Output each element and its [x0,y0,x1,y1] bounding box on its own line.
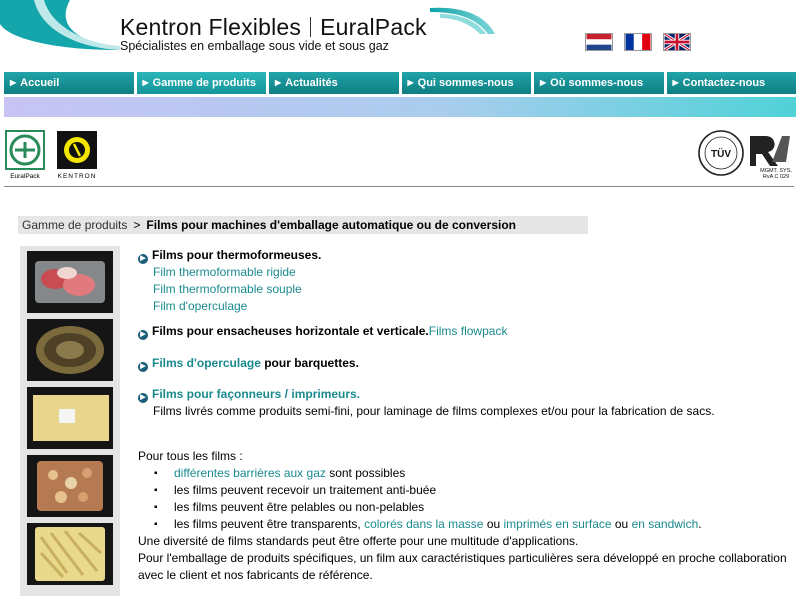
link-imprimes-surface[interactable]: imprimés en surface [503,517,612,531]
list-item: ▪ les films peuvent recevoir un traitement anti-buée [138,482,798,499]
bullet-arrow-icon: ▶ [138,254,148,264]
brand-tagline: Spécialistes en emballage sous vide et sous gaz [120,39,389,53]
section-ensacheuses-title: ▶ Films pour ensacheuses horizontale et verticale.Films flowpack [138,323,798,340]
euralpack-logo [5,130,45,180]
breadcrumb-parent-link[interactable]: Gamme de produits [22,218,128,232]
play-arrow-icon: ▶ [275,78,282,87]
link-film-operculage[interactable]: Film d'operculage [153,299,248,313]
breadcrumb [18,216,588,234]
all-films-diversity-text: Une diversité de films standards peut être offerte pour une multitude d'applications. [138,534,579,548]
product-photo-cheese [27,387,113,449]
link-en-sandwich[interactable]: en sandwich [631,517,699,531]
svg-text:EuralPack: EuralPack [10,173,40,180]
section-operculage-title: ▶ Films d'operculage pour barquettes. [138,355,798,372]
play-arrow-icon: ▶ [10,78,17,87]
all-films-specific-text: Pour l'emballage de produits spécifiques, un film aux caractéristiques particulières sera développé en proche collaboration avec le client et nos fabricants de référence. [138,551,787,582]
kentron-logo [56,130,98,180]
breadcrumb-current: Films pour machines d'emballage automatique ou de conversion [146,218,517,232]
play-arrow-icon: ▶ [540,78,547,87]
list-item: ▪ différentes barrières aux gaz sont possibles [138,465,798,482]
bullet-arrow-icon: ▶ [138,393,148,403]
link-films-flowpack[interactable]: Films flowpack [428,324,508,338]
tuv-certification-logo [697,128,745,178]
bullet-arrow-icon: ▶ [138,330,148,340]
brand-title: Kentron Flexibles EuralPack [120,14,427,40]
all-films-list [138,465,798,533]
gradient-subbar [4,97,796,117]
play-arrow-icon: ▶ [142,78,149,87]
all-films-intro: Pour tous les films : [138,449,243,463]
product-photo-sausage-tray [27,319,113,381]
product-thumbnail-column [20,246,120,596]
svg-text:TÜV: TÜV [711,149,731,160]
product-photo-thermoformed-meat [27,251,113,313]
link-film-thermoformable-rigide[interactable]: Film thermoformable rigide [153,265,296,279]
nav-contactez-nous[interactable]: ▶ Contactez-nous [667,72,797,94]
nav-ou-sommes-nous[interactable]: ▶ Où sommes-nous [534,72,664,94]
link-film-thermoformable-souple[interactable]: Film thermoformable souple [153,282,302,296]
header-divider [4,186,794,187]
language-flags [585,33,691,51]
section-faconneurs-title [138,386,798,403]
nav-qui-sommes-nous[interactable]: ▶ Qui sommes-nous [402,72,532,94]
list-item: ▪ les films peuvent être transparents, colorés dans la masse ou imprimés en surface ou en sandwich. [138,516,798,533]
section-thermoformeuses-title: ▶ Films pour thermoformeuses. [138,247,798,264]
svg-text:KENTRON: KENTRON [57,173,97,180]
site-header [0,0,800,68]
flag-france-icon[interactable] [624,33,652,51]
svg-text:RvA C 029: RvA C 029 [762,174,790,178]
nav-actualites[interactable]: ▶ Actualités [269,72,399,94]
link-films-operculage[interactable]: Films d'operculage [152,356,261,370]
flag-uk-icon[interactable] [663,33,691,51]
flag-netherlands-icon[interactable] [585,33,613,51]
link-films-faconneurs[interactable]: Films pour façonneurs / imprimeurs. [152,387,361,401]
main-nav [4,72,796,94]
link-barrieres-gaz[interactable]: différentes barrières aux gaz [174,466,326,480]
list-item: ▪ les films peuvent être pelables ou non-pelables [138,499,798,516]
product-photo-pasta-bag [27,523,113,585]
rva-accreditation-logo [746,132,794,178]
nav-accueil[interactable]: ▶ Accueil [4,72,134,94]
svg-text:MGMT. SYS.: MGMT. SYS. [760,168,792,174]
breadcrumb-separator: > [133,218,141,232]
product-photo-prepared-food-tray [27,455,113,517]
play-arrow-icon: ▶ [407,78,414,87]
link-colores-masse[interactable]: colorés dans la masse [364,517,484,531]
main-content [138,247,798,584]
bullet-arrow-icon: ▶ [138,362,148,372]
nav-gamme-de-produits[interactable]: ▶ Gamme de produits [137,72,267,94]
play-arrow-icon: ▶ [672,78,679,87]
section-faconneurs-description: Films livrés comme produits semi-fini, pour laminage de films complexes et/ou pour la fabrication de sacs. [153,404,715,418]
